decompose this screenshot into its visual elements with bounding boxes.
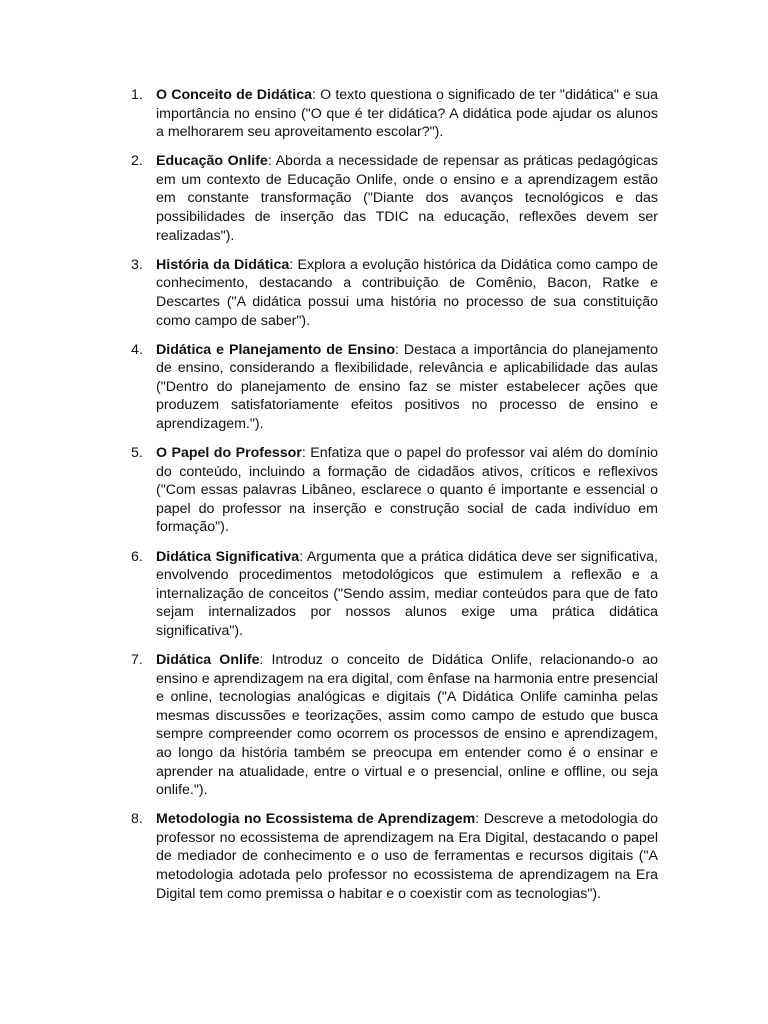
item-number: 2.: [131, 153, 143, 170]
list-item: [131, 256, 658, 330]
item-text: : O texto questiona o significado de ter "didática" e sua importância no ensino ("O que é ter didática? A didática pode ajudar os alunos a melhorarem seu aproveitamento escolar?").: [156, 87, 658, 141]
item-text: : Descreve a metodologia do professor no ecossistema de aprendizagem na Era Digital, destacando o papel de mediador de conhecimento e o uso de ferramentas e recursos digitais ("A metodologia adotada pelo professor no ecossistema de aprendizagem na Era Digital tem como premissa o habitar e o coexistir com as tecnologias").: [156, 811, 658, 902]
list-item: [131, 341, 658, 434]
item-number: 1.: [131, 87, 143, 103]
item-title: Didática Significativa: [156, 548, 300, 565]
item-title: Metodologia no Ecossistema de Aprendizagem: [156, 811, 476, 828]
item-text: : Enfatiza que o papel do professor vai além do domínio do conteúdo, incluindo a formação de cidadãos ativos, críticos e reflexivos ("Com essas palavras Libâneo, esclarece o quanto é importante e essencial o papel do professor na inserção e construção social de cada indivíduo em formação").: [156, 445, 658, 536]
item-text: : Introduz o conceito de Didática Onlife, relacionando-o ao ensino e aprendizagem na era digital, com ênfase na harmonia entre presencial e online, tecnologias analógicas e digitais ("A Didática Onlife caminha pelas mesmas discussões e teorizações, assim como campo de estudo que busca sempre compreender como ocorrem os processos de ensino e aprendizagem, ao longo da história também se preocupa em entender como é o ensinar e aprender na atualidade, entre o virtual e o presencial, online e offline, ou seja onlife.").: [156, 652, 658, 799]
list-item: [131, 86, 658, 142]
list-item: [131, 651, 658, 800]
item-title: História da Didática: [156, 256, 290, 273]
list-item: [131, 152, 658, 245]
list-item: [131, 810, 658, 903]
item-number: 8.: [131, 811, 143, 828]
item-text: : Destaca a importância do planejamento de ensino, considerando a flexibilidade, relevância e aplicabilidade das aulas ("Dentro do planejamento de ensino faz se mister estabelecer ações que produzem satisfatoriamente efeitos positivos no processo de ensino e aprendizagem.").: [156, 341, 658, 432]
item-number: 3.: [131, 256, 143, 273]
item-text: : Explora a evolução histórica da Didática como campo de conhecimento, destacando a contribuição de Comênio, Bacon, Ratke e Descartes ("A didática possui uma história no processo de sua constituição como campo de saber").: [156, 256, 658, 329]
list-item: [131, 548, 658, 641]
item-title: O Conceito de Didática: [156, 87, 312, 103]
item-title: Didática Onlife: [156, 652, 260, 669]
item-number: 7.: [131, 652, 143, 669]
item-number: 6.: [131, 548, 143, 565]
list-item: [131, 444, 658, 537]
item-number: 5.: [131, 445, 143, 462]
item-text: : Aborda a necessidade de repensar as práticas pedagógicas em um contexto de Educação Onlife, onde o ensino e a aprendizagem estão em constante transformação ("Diante dos avanços tecnológicos e das possibilidades de inserção das TDIC na educação, reflexões devem ser realizadas").: [156, 153, 658, 244]
item-title: O Papel do Professor: [156, 445, 302, 462]
item-text: : Argumenta que a prática didática deve ser significativa, envolvendo procedimentos metodológicos que estimulem a reflexão e a internalização de conceitos ("Sendo assim, mediar conteúdos para que de fato sejam internalizados por nossos alunos exige uma prática didática significativa").: [156, 548, 658, 639]
item-title: Didática e Planejamento de Ensino: [156, 341, 396, 358]
item-number: 4.: [131, 341, 143, 358]
numbered-list: [131, 86, 658, 914]
item-title: Educação Onlife: [156, 153, 268, 170]
